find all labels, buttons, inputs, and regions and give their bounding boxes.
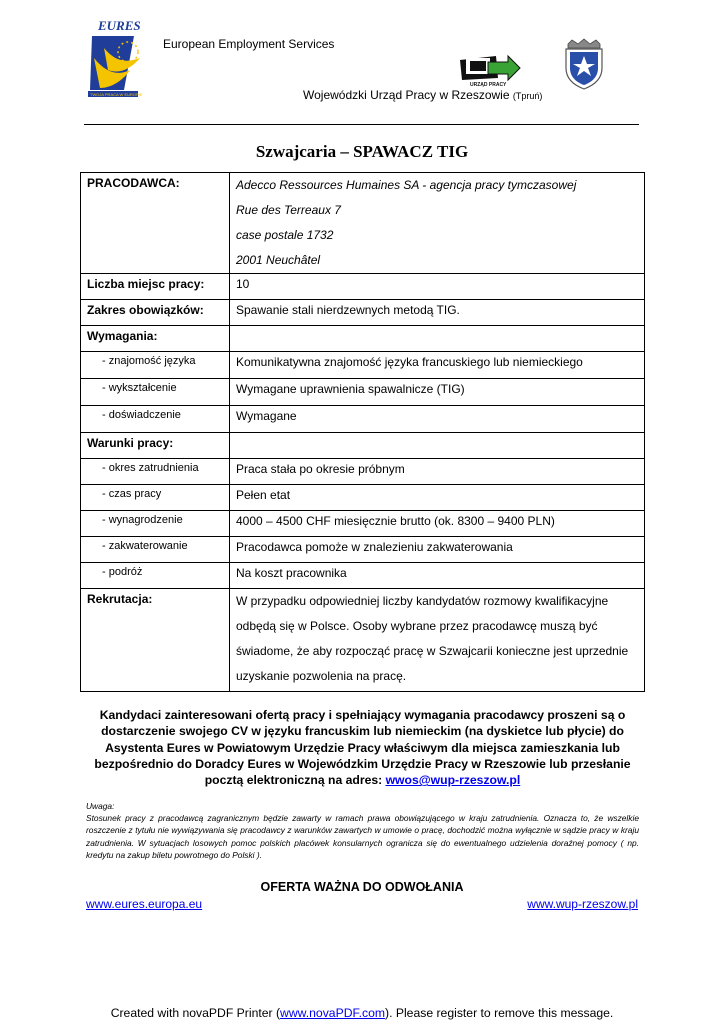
application-text: Kandydaci zainteresowani ofertą pracy i spełniający wymagania pracodawcy proszeni są o dostarczenie swojego CV w języku francuskim lub niemieckim (na dyskietce lub płycie) do Asystenta Eures w Powiatowym Urzędzie Pracy właściwym dla miejsca zamieszkania lub bezpośrednio do Doradcy Eures w Wojewódzkim Urzędzie Pracy w Rzeszowie lub przesłanie pocztą elektroniczną na adres:: [94, 708, 631, 788]
condition-label: - wynagrodzenie: [102, 514, 183, 526]
table-row: [81, 406, 645, 433]
requirement-label: - doświadczenie: [102, 409, 181, 421]
recruitment-label: Rekrutacja:: [81, 589, 230, 692]
requirements-label: Wymagania:: [81, 326, 230, 352]
note-heading: Uwaga:: [86, 801, 115, 811]
condition-label: - okres zatrudnienia: [102, 462, 199, 474]
requirement-label: - wykształcenie: [102, 382, 177, 394]
eures-logo-tagline: TWOJA PRACA W EUROPIE: [90, 92, 143, 97]
table-row: [81, 379, 645, 406]
positions-value: 10: [230, 274, 645, 300]
condition-value: Pracodawca pomoże w znalezieniu zakwaterowania: [230, 537, 645, 563]
requirements-row: [81, 326, 645, 352]
recruitment-line: uzyskanie pozwolenia na pracę.: [236, 669, 407, 683]
employer-label: PRACODAWCA:: [81, 173, 230, 274]
eures-name: European Employment Services: [163, 37, 335, 51]
footer-suffix: ). Please register to remove this message.: [385, 1006, 614, 1020]
duties-label: Zakres obowiązków:: [81, 300, 230, 326]
conditions-label: Warunki pracy:: [81, 433, 230, 459]
conditions-row: [81, 433, 645, 459]
positions-row: [81, 274, 645, 300]
eures-logo-text: EURES: [98, 18, 141, 33]
condition-value: 4000 – 4500 CHF miesięcznie brutto (ok. 8300 – 9400 PLN): [230, 511, 645, 537]
office-tag: (Tpruń): [512, 91, 543, 101]
validity-notice: OFERTA WAŻNA DO ODWOŁANIA: [260, 880, 464, 894]
recruitment-row: [81, 589, 645, 692]
table-row: [81, 459, 645, 485]
employer-row: [81, 173, 645, 274]
wup-link[interactable]: www.wup-rzeszow.pl: [527, 897, 638, 911]
recruitment-line: odbędą się w Polsce. Osoby wybrane przez pracodawcę muszą być: [236, 619, 598, 633]
table-row: [81, 563, 645, 589]
coat-of-arms-icon: [560, 38, 608, 90]
condition-value: Pełen etat: [230, 485, 645, 511]
condition-label: - czas pracy: [102, 488, 162, 500]
employer-line: Rue des Terreaux 7: [236, 203, 341, 217]
employer-line: Adecco Ressources Humaines SA - agencja pracy tymczasowej: [236, 178, 577, 192]
condition-value: Na koszt pracownika: [230, 563, 645, 589]
positions-label: Liczba miejsc pracy:: [81, 274, 230, 300]
eures-link[interactable]: www.eures.europa.eu: [86, 897, 203, 911]
table-row: [81, 485, 645, 511]
office-name: Wojewódzki Urząd Pracy w Rzeszowie: [303, 88, 510, 102]
condition-label: - zakwaterowanie: [102, 540, 188, 552]
table-row: [81, 511, 645, 537]
note-text: Stosunek pracy z pracodawcą zagranicznym będzie zawarty w ramach prawa obowiązującego w kraju zatrudnienia. Oznacza to, że wszelkie roszczenie z tytułu nie wywiązywania się pracodawcy z warunków zawartych w umowie o pracę, dochodzić można wyłącznie w sądzie pracy w kraju zatrudnienia. W sytuacjach losowych pomoc polskich placówek konsularnych ogranicza się do ewentualnego udzielenia doraźnej pomocy ( np. kredytu na zakup biletu powrotnego do Polski ).: [86, 813, 639, 860]
requirement-value: Wymagane: [230, 406, 645, 433]
novapdf-link[interactable]: www.novaPDF.com: [280, 1006, 386, 1020]
employer-line: 2001 Neuchâtel: [236, 253, 321, 267]
requirement-value: Wymagane uprawnienia spawalnicze (TIG): [230, 379, 645, 406]
footer-prefix: Created with novaPDF Printer (: [110, 1006, 281, 1020]
table-row: [81, 537, 645, 563]
offer-table: [80, 172, 645, 692]
eures-logo: [84, 18, 154, 100]
recruitment-value: [230, 589, 645, 692]
recruitment-line: świadome, że aby rozpocząć pracę w Szwajcarii konieczne jest uprzednie: [236, 644, 629, 658]
condition-label: - podróż: [102, 566, 143, 578]
table-row: [81, 352, 645, 379]
header-divider: [84, 124, 639, 125]
duties-row: [81, 300, 645, 326]
requirement-label: - znajomość języka: [102, 355, 196, 367]
note-block: [86, 800, 639, 861]
page-title: Szwajcaria – SPAWACZ TIG: [255, 142, 469, 161]
wup-logo: [456, 52, 522, 88]
requirement-value: Komunikatywna znajomość języka francuskiego lub niemieckiego: [230, 352, 645, 379]
application-email-link[interactable]: wwos@wup-rzeszow.pl: [385, 773, 521, 788]
application-paragraph: [80, 707, 645, 788]
condition-value: Praca stała po okresie próbnym: [230, 459, 645, 485]
footer-notice: [0, 1006, 724, 1020]
employer-value: [230, 173, 645, 274]
recruitment-line: W przypadku odpowiedniej liczby kandydatów rozmowy kwalifikacyjne: [236, 594, 609, 608]
employer-line: case postale 1732: [236, 228, 334, 242]
wup-logo-text: URZĄD PRACY: [470, 82, 507, 88]
duties-value: Spawanie stali nierdzewnych metodą TIG.: [230, 300, 645, 326]
